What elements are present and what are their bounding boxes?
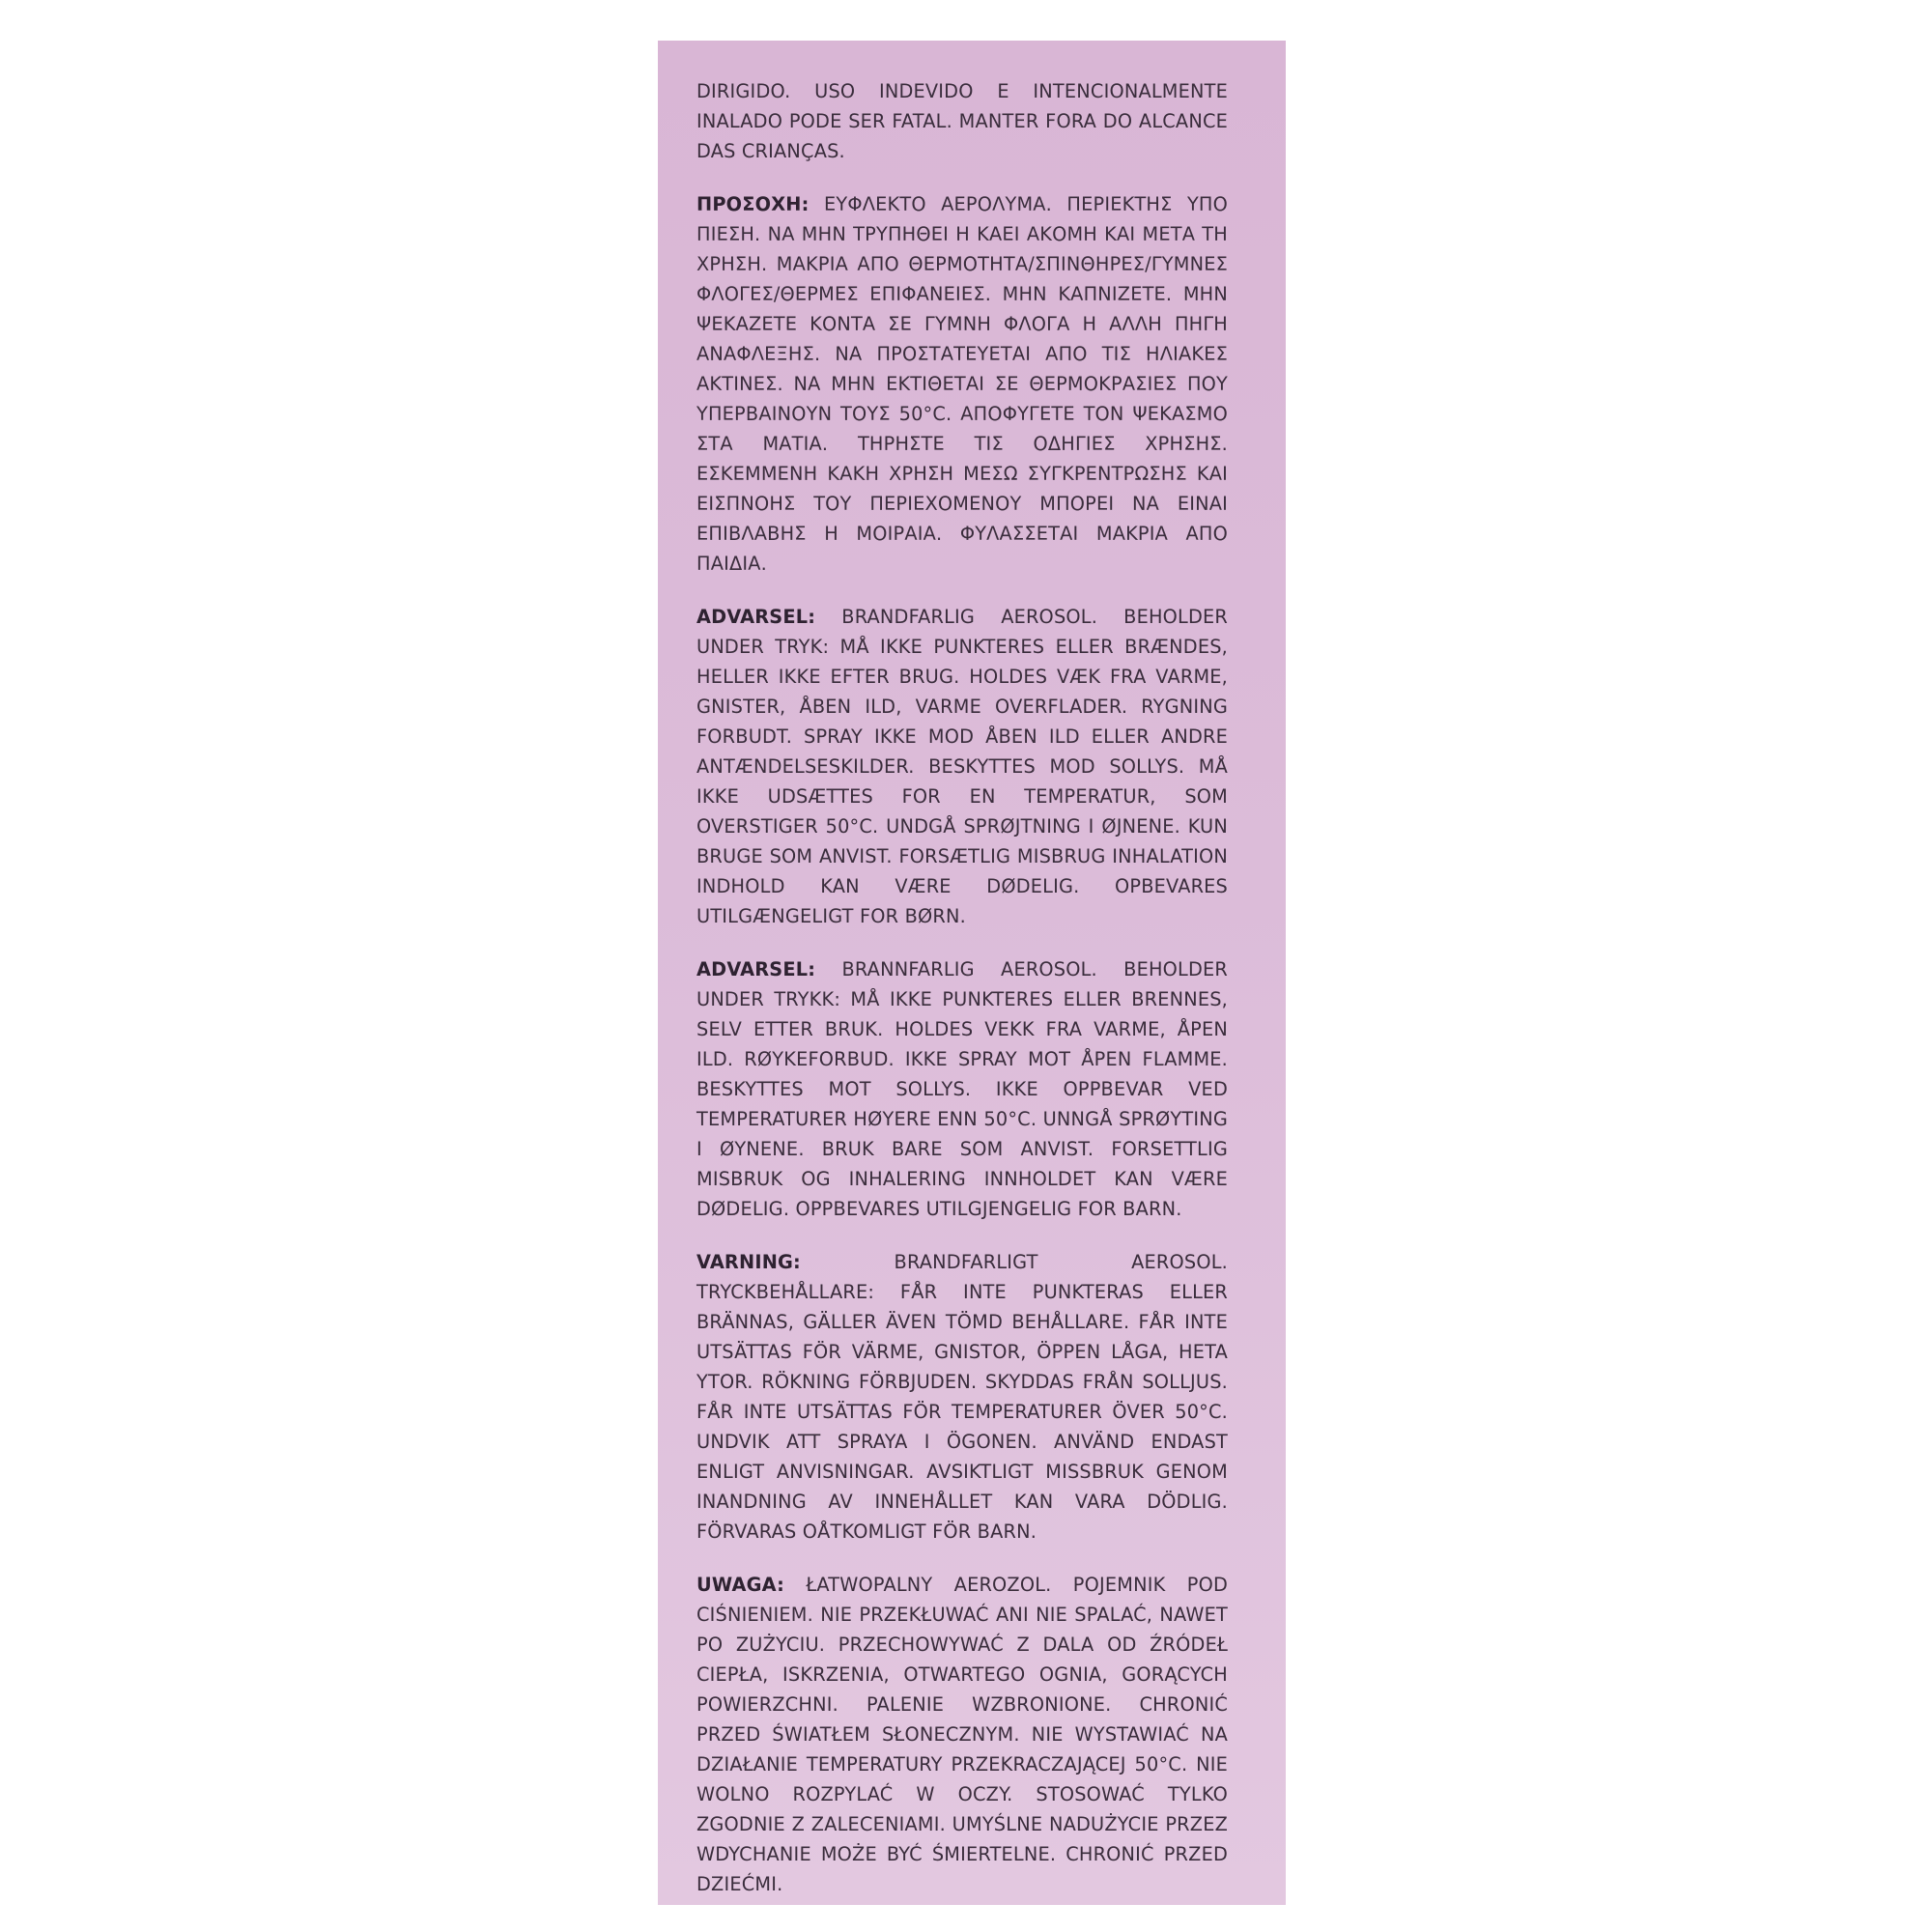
warning-body: ŁATWOPALNY AEROZOL. POJEMNIK POD CIŚNIENIEM. NIE PRZEKŁUWAĆ ANI NIE SPALAĆ, NAWET PO ZUŻYCIU. PRZECHOWYWAĆ Z DALA OD ŹRÓDEŁ CIEPŁA, ISKRZENIA, OTWARTEGO OGNIA, GORĄCYCH POWIERZCHNI. PALENIE WZBRONIONE. CHRONIĆ PRZED ŚWIATŁEM SŁONECZNYM. NIE WYSTAWIAĆ NA DZIAŁANIE TEMPERATURY PRZEKRACZAJĄCEJ 50°C. NIE WOLNO ROZPYLAĆ W OCZY. STOSOWAĆ TYLKO ZGODNIE Z ZALECENIAMI. UMYŚLNE NADUŻYCIE PRZEZ WDYCHANIE MOŻE BYĆ ŚMIERTELNE. CHRONIĆ PRZED DZIEĆMI. bbox=[696, 1574, 1228, 1895]
warning-section-portuguese bbox=[696, 76, 1228, 166]
warning-heading: ΠΡΟΣΟΧΗ: bbox=[696, 193, 810, 215]
warning-body: BRANDFARLIG AEROSOL. BEHOLDER UNDER TRYK: MÅ IKKE PUNKTERES ELLER BRÆNDES, HELLER IKKE EFTER BRUG. HOLDES VÆK FRA VARME, GNISTER, ÅBEN ILD, VARME OVERFLADER. RYGNING FORBUDT. SPRAY IKKE MOD ÅBEN ILD ELLER ANDRE ANTÆNDELSESKILDER. BESKYTTES MOD SOLLYS. MÅ IKKE UDSÆTTES FOR EN TEMPERATUR, SOM OVERSTIGER 50°C. UNDGÅ SPRØJTNING I ØJNENE. KUN BRUGE SOM ANVIST. FORSÆTLIG MISBRUG INHALATION INDHOLD KAN VÆRE DØDELIG. OPBEVARES UTILGÆNGELIGT FOR BØRN. bbox=[696, 606, 1228, 927]
warning-heading: ADVARSEL: bbox=[696, 606, 816, 628]
warning-section-greek bbox=[696, 189, 1228, 579]
warning-heading: VARNING: bbox=[696, 1251, 801, 1273]
warning-section-swedish bbox=[696, 1247, 1228, 1547]
warning-body: BRANNFARLIG AEROSOL. BEHOLDER UNDER TRYKK: MÅ IKKE PUNKTERES ELLER BRENNES, SELV ETTER BRUK. HOLDES VEKK FRA VARME, ÅPEN ILD. RØYKEFORBUD. IKKE SPRAY MOT ÅPEN FLAMME. BESKYTTES MOT SOLLYS. IKKE OPPBEVAR VED TEMPERATURER HØYERE ENN 50°C. UNNGÅ SPRØYTING I ØYNENE. BRUK BARE SOM ANVIST. FORSETTLIG MISBRUK OG INHALERING INNHOLDET KAN VÆRE DØDELIG. OPPBEVARES UTILGJENGELIG FOR BARN. bbox=[696, 958, 1228, 1220]
warning-body: ΕΥΦΛΕΚΤΟ ΑΕΡΟΛΥΜΑ. ΠΕΡΙΕΚΤΗΣ ΥΠΟ ΠΙΕΣΗ. ΝΑ ΜΗΝ ΤΡΥΠΗΘΕΙ Η ΚΑΕΙ ΑΚΟΜΗ ΚΑΙ ΜΕΤΑ ΤΗ ΧΡΗΣΗ. ΜΑΚΡΙΑ ΑΠΟ ΘΕΡΜΟΤΗΤΑ/ΣΠΙΝΘΗΡΕΣ/ΓΥΜΝΕΣ ΦΛΟΓΕΣ/ΘΕΡΜΕΣ ΕΠΙΦΑΝΕΙΕΣ. ΜΗΝ ΚΑΠΝΙΖΕΤΕ. ΜΗΝ ΨΕΚΑΖΕΤΕ ΚΟΝΤΑ ΣΕ ΓΥΜΝΗ ΦΛΟΓΑ Η ΑΛΛΗ ΠΗΓΗ ΑΝΑΦΛΕΞΗΣ. ΝΑ ΠΡΟΣΤΑΤΕΥΕΤΑΙ ΑΠΟ ΤΙΣ ΗΛΙΑΚΕΣ ΑΚΤΙΝΕΣ. ΝΑ ΜΗΝ ΕΚΤΙΘΕΤΑΙ ΣΕ ΘΕΡΜΟΚΡΑΣΙΕΣ ΠΟΥ ΥΠΕΡΒΑΙΝΟΥΝ ΤΟΥΣ 50°C. ΑΠΟΦΥΓΕΤΕ ΤΟΝ ΨΕΚΑΣΜΟ ΣΤΑ ΜΑΤΙΑ. ΤΗΡΗΣΤΕ ΤΙΣ ΟΔΗΓΙΕΣ ΧΡΗΣΗΣ. ΕΣΚΕΜΜΕΝΗ ΚΑΚΗ ΧΡΗΣΗ ΜΕΣΩ ΣΥΓΚΡΕΝΤΡΩΣΗΣ ΚΑΙ ΕΙΣΠΝΟΗΣ ΤΟΥ ΠΕΡΙΕΧΟΜΕΝΟΥ ΜΠΟΡΕΙ ΝΑ ΕΙΝΑΙ ΕΠΙΒΛΑΒΗΣ Η ΜΟΙΡΑΙΑ. ΦΥΛΑΣΣΕΤΑΙ ΜΑΚΡΙΑ ΑΠΟ ΠΑΙΔΙΑ. bbox=[696, 193, 1228, 575]
warning-heading: ADVARSEL: bbox=[696, 958, 816, 980]
warning-section-danish bbox=[696, 602, 1228, 931]
warning-body: DIRIGIDO. USO INDEVIDO E INTENCIONALMENTE INALADO PODE SER FATAL. MANTER FORA DO ALCANCE DAS CRIANÇAS. bbox=[696, 80, 1228, 162]
warning-body: BRANDFARLIGT AEROSOL. TRYCKBEHÅLLARE: FÅR INTE PUNKTERAS ELLER BRÄNNAS, GÄLLER ÄVEN TÖMD BEHÅLLARE. FÅR INTE UTSÄTTAS FÖR VÄRME, GNISTOR, ÖPPEN LÅGA, HETA YTOR. RÖKNING FÖRBJUDEN. SKYDDAS FRÅN SOLLJUS. FÅR INTE UTSÄTTAS FÖR TEMPERATURER ÖVER 50°C. UNDVIK ATT SPRAYA I ÖGONEN. ANVÄND ENDAST ENLIGT ANVISNINGAR. AVSIKTLIGT MISSBRUK GENOM INANDNING AV INNEHÅLLET KAN VARA DÖDLIG. FÖRVARAS OÅTKOMLIGT FÖR BARN. bbox=[696, 1251, 1228, 1543]
product-label-panel bbox=[658, 41, 1286, 1905]
warning-heading: UWAGA: bbox=[696, 1574, 784, 1596]
warning-section-norwegian bbox=[696, 954, 1228, 1224]
warning-section-polish bbox=[696, 1570, 1228, 1899]
